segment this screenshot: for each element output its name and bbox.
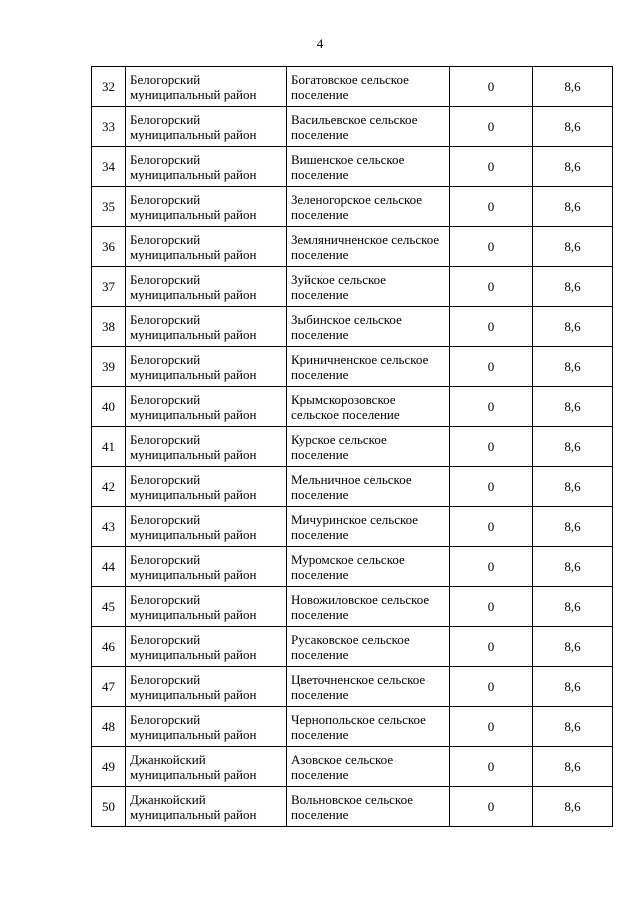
value1-cell: 0 <box>450 467 533 507</box>
value1-cell: 0 <box>450 627 533 667</box>
table-row <box>92 347 613 387</box>
value2-cell: 8,6 <box>533 747 613 787</box>
district-cell: Белогорский муниципальный район <box>126 627 287 667</box>
table-row <box>92 387 613 427</box>
settlement-cell: Богатовское сельское поселение <box>287 67 450 107</box>
row-number-cell: 48 <box>92 707 126 747</box>
value1-cell: 0 <box>450 187 533 227</box>
value2-cell: 8,6 <box>533 387 613 427</box>
table-row <box>92 67 613 107</box>
settlement-cell: Крымскорозовское сельское поселение <box>287 387 450 427</box>
settlement-cell: Мельничное сельское поселение <box>287 467 450 507</box>
value1-cell: 0 <box>450 227 533 267</box>
value1-cell: 0 <box>450 507 533 547</box>
table-row <box>92 187 613 227</box>
settlement-cell: Азовское сельское поселение <box>287 747 450 787</box>
district-cell: Белогорский муниципальный район <box>126 427 287 467</box>
value2-cell: 8,6 <box>533 307 613 347</box>
district-cell: Белогорский муниципальный район <box>126 667 287 707</box>
settlement-cell: Русаковское сельское поселение <box>287 627 450 667</box>
value1-cell: 0 <box>450 787 533 827</box>
table-row <box>92 627 613 667</box>
value1-cell: 0 <box>450 387 533 427</box>
value2-cell: 8,6 <box>533 627 613 667</box>
page-number: 4 <box>316 36 324 51</box>
district-cell: Белогорский муниципальный район <box>126 707 287 747</box>
value2-cell: 8,6 <box>533 67 613 107</box>
table-row <box>92 547 613 587</box>
row-number-cell: 40 <box>92 387 126 427</box>
table-row <box>92 787 613 827</box>
value1-cell: 0 <box>450 427 533 467</box>
value2-cell: 8,6 <box>533 547 613 587</box>
settlement-cell: Чернопольское сельское поселение <box>287 707 450 747</box>
settlements-table <box>91 66 613 827</box>
value2-cell: 8,6 <box>533 107 613 147</box>
value2-cell: 8,6 <box>533 267 613 307</box>
district-cell: Джанкойский муниципальный район <box>126 787 287 827</box>
table-row <box>92 147 613 187</box>
value1-cell: 0 <box>450 307 533 347</box>
value1-cell: 0 <box>450 667 533 707</box>
district-cell: Белогорский муниципальный район <box>126 587 287 627</box>
value1-cell: 0 <box>450 347 533 387</box>
district-cell: Белогорский муниципальный район <box>126 267 287 307</box>
district-cell: Белогорский муниципальный район <box>126 227 287 267</box>
row-number-cell: 32 <box>92 67 126 107</box>
settlement-cell: Муромское сельское поселение <box>287 547 450 587</box>
row-number-cell: 34 <box>92 147 126 187</box>
settlement-cell: Криничненское сельское поселение <box>287 347 450 387</box>
value2-cell: 8,6 <box>533 467 613 507</box>
value2-cell: 8,6 <box>533 147 613 187</box>
row-number-cell: 44 <box>92 547 126 587</box>
settlement-cell: Мичуринское сельское поселение <box>287 507 450 547</box>
value2-cell: 8,6 <box>533 707 613 747</box>
settlement-cell: Земляничненское сельское поселение <box>287 227 450 267</box>
table-row <box>92 747 613 787</box>
table-row <box>92 587 613 627</box>
table-row <box>92 227 613 267</box>
table-row <box>92 707 613 747</box>
district-cell: Белогорский муниципальный район <box>126 347 287 387</box>
district-cell: Белогорский муниципальный район <box>126 67 287 107</box>
row-number-cell: 35 <box>92 187 126 227</box>
row-number-cell: 50 <box>92 787 126 827</box>
value1-cell: 0 <box>450 107 533 147</box>
row-number-cell: 33 <box>92 107 126 147</box>
settlement-cell: Новожиловское сельское поселение <box>287 587 450 627</box>
row-number-cell: 41 <box>92 427 126 467</box>
row-number-cell: 42 <box>92 467 126 507</box>
row-number-cell: 37 <box>92 267 126 307</box>
value2-cell: 8,6 <box>533 427 613 467</box>
table-row <box>92 507 613 547</box>
district-cell: Белогорский муниципальный район <box>126 387 287 427</box>
district-cell: Джанкойский муниципальный район <box>126 747 287 787</box>
district-cell: Белогорский муниципальный район <box>126 147 287 187</box>
value1-cell: 0 <box>450 747 533 787</box>
settlement-cell: Курское сельское поселение <box>287 427 450 467</box>
settlement-cell: Зуйское сельское поселение <box>287 267 450 307</box>
district-cell: Белогорский муниципальный район <box>126 507 287 547</box>
value2-cell: 8,6 <box>533 187 613 227</box>
value1-cell: 0 <box>450 267 533 307</box>
district-cell: Белогорский муниципальный район <box>126 307 287 347</box>
row-number-cell: 47 <box>92 667 126 707</box>
value2-cell: 8,6 <box>533 787 613 827</box>
table-row <box>92 107 613 147</box>
row-number-cell: 36 <box>92 227 126 267</box>
value2-cell: 8,6 <box>533 507 613 547</box>
table-row <box>92 427 613 467</box>
table-row <box>92 467 613 507</box>
settlement-cell: Васильевское сельское поселение <box>287 107 450 147</box>
row-number-cell: 46 <box>92 627 126 667</box>
row-number-cell: 38 <box>92 307 126 347</box>
settlement-cell: Вольновское сельское поселение <box>287 787 450 827</box>
row-number-cell: 45 <box>92 587 126 627</box>
row-number-cell: 43 <box>92 507 126 547</box>
table-row <box>92 267 613 307</box>
table-body <box>92 67 613 827</box>
value1-cell: 0 <box>450 67 533 107</box>
value2-cell: 8,6 <box>533 227 613 267</box>
value2-cell: 8,6 <box>533 667 613 707</box>
table-row <box>92 667 613 707</box>
settlement-cell: Зеленогорское сельское поселение <box>287 187 450 227</box>
district-cell: Белогорский муниципальный район <box>126 547 287 587</box>
value1-cell: 0 <box>450 547 533 587</box>
value1-cell: 0 <box>450 707 533 747</box>
settlement-cell: Цветочненское сельское поселение <box>287 667 450 707</box>
table-row <box>92 307 613 347</box>
value1-cell: 0 <box>450 147 533 187</box>
settlement-cell: Вишенское сельское поселение <box>287 147 450 187</box>
row-number-cell: 49 <box>92 747 126 787</box>
row-number-cell: 39 <box>92 347 126 387</box>
value2-cell: 8,6 <box>533 347 613 387</box>
settlement-cell: Зыбинское сельское поселение <box>287 307 450 347</box>
value1-cell: 0 <box>450 587 533 627</box>
district-cell: Белогорский муниципальный район <box>126 107 287 147</box>
district-cell: Белогорский муниципальный район <box>126 187 287 227</box>
value2-cell: 8,6 <box>533 587 613 627</box>
district-cell: Белогорский муниципальный район <box>126 467 287 507</box>
